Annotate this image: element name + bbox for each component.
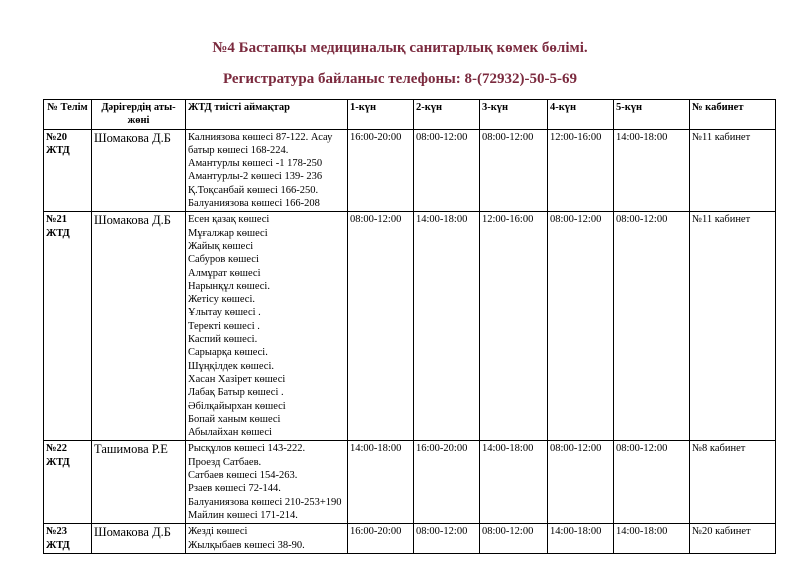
zone-item: Қ.Тоқсанбай көшесі 166-250. (188, 184, 319, 196)
col-header-day-4: 4-күн (548, 100, 614, 130)
day-1-cell: 14:00-18:00 (348, 441, 414, 524)
zone-item: Каспий көшесі. (188, 334, 258, 346)
doctor-cell: Шомакова Д.Б (92, 129, 186, 212)
day-5-cell: 14:00-18:00 (614, 524, 690, 554)
zone-item: Жезді көшесі (188, 526, 248, 538)
zone-item: Бопай ханым көшесі (188, 413, 281, 425)
telim-cell: №23 ЖТД (44, 524, 92, 554)
day-3-cell: 08:00-12:00 (480, 129, 548, 212)
col-header-day-5: 5-күн (614, 100, 690, 130)
telim-cell: №21 ЖТД (44, 212, 92, 441)
zone-item: Нарынқұл көшесі. (188, 280, 270, 292)
day-1-cell: 16:00-20:00 (348, 524, 414, 554)
zone-item: Сатбаев көшесі 154-263. (188, 470, 298, 482)
day-2-cell: 16:00-20:00 (414, 441, 480, 524)
zone-item: Әбілқайырхан көшесі (188, 400, 286, 412)
day-1-cell: 08:00-12:00 (348, 212, 414, 441)
zones-cell (186, 524, 348, 554)
col-header-day-3: 3-күн (480, 100, 548, 130)
day-5-cell: 14:00-18:00 (614, 129, 690, 212)
doctor-cell: Шомакова Д.Б (92, 524, 186, 554)
col-header-doctor: Дәрігердің аты-жөні (92, 100, 186, 130)
zone-item: Калниязова көшесі 87-122. Асау батыр көшесі 168-224. (188, 131, 333, 156)
day-2-cell: 08:00-12:00 (414, 129, 480, 212)
zone-item: Майлин көшесі 171-214. (188, 509, 298, 521)
table-row (44, 524, 776, 554)
col-header-day-2: 2-күн (414, 100, 480, 130)
day-5-cell: 08:00-12:00 (614, 212, 690, 441)
day-5-cell: 08:00-12:00 (614, 441, 690, 524)
day-1-cell: 16:00-20:00 (348, 129, 414, 212)
zone-item: Сабуров көшесі (188, 254, 259, 266)
zone-item: Балуаниязова көшесі 166-208 (188, 198, 320, 210)
table-row (44, 441, 776, 524)
zone-item: Амантурлы көшесі -1 178-250 (188, 158, 323, 170)
zones-cell (186, 441, 348, 524)
zone-item: Есен қазақ көшесі (188, 214, 270, 226)
cabinet-cell: №8 кабинет (690, 441, 776, 524)
zone-item: Лабақ Батыр көшесі . (188, 387, 284, 399)
doctor-cell: Ташимова Р.Е (92, 441, 186, 524)
zone-item: Ұлытау көшесі . (188, 307, 261, 319)
zone-item: Абылайхан көшесі (188, 427, 272, 439)
day-3-cell: 14:00-18:00 (480, 441, 548, 524)
page-title: №4 Бастапқы медициналық санитарлық көмек бөлімі. (212, 40, 588, 56)
zone-item: Жайық көшесі (188, 240, 254, 252)
table-row (44, 212, 776, 441)
zone-item: Теректі көшесі . (188, 320, 260, 332)
zone-item: Жылқыбаев көшесі 38-90. (188, 539, 305, 551)
zone-item: Проезд Сатбаев. (188, 456, 262, 468)
zones-cell (186, 129, 348, 212)
schedule-table (43, 99, 776, 554)
day-4-cell: 08:00-12:00 (548, 441, 614, 524)
header-row (44, 100, 776, 130)
zone-item: Рзаев көшесі 72-144. (188, 483, 281, 495)
day-2-cell: 08:00-12:00 (414, 524, 480, 554)
zone-item: Балуаниязова көшесі 210-253+190 (188, 496, 342, 508)
zone-item: Жетісу көшесі. (188, 294, 255, 306)
table-row (44, 129, 776, 212)
day-4-cell: 08:00-12:00 (548, 212, 614, 441)
zone-item: Амантурлы-2 көшесі 139- 236 (188, 171, 323, 183)
zone-item: Мұғалжар көшесі (188, 227, 268, 239)
doctor-cell: Шомакова Д.Б (92, 212, 186, 441)
zone-item: Хасан Хазірет көшесі (188, 373, 286, 385)
zone-item: Шұңқілдек көшесі. (188, 360, 275, 372)
col-header-day-1: 1-күн (348, 100, 414, 130)
day-3-cell: 08:00-12:00 (480, 524, 548, 554)
telim-cell: №20 ЖТД (44, 129, 92, 212)
zone-item: Рысқұлов көшесі 143-222. (188, 443, 306, 455)
day-3-cell: 12:00-16:00 (480, 212, 548, 441)
telim-cell: №22 ЖТД (44, 441, 92, 524)
registry-phone: Регистратура байланыс телефоны: 8-(72932)-50-5-69 (222, 71, 578, 87)
zone-item: Алмұрат көшесі (188, 267, 261, 279)
cabinet-cell: №11 кабинет (690, 129, 776, 212)
day-4-cell: 12:00-16:00 (548, 129, 614, 212)
day-2-cell: 14:00-18:00 (414, 212, 480, 441)
col-header-zones: ЖТД тиісті аймақтар (186, 100, 348, 130)
zone-item: Сарыарқа көшесі. (188, 347, 268, 359)
zones-cell (186, 212, 348, 441)
cabinet-cell: №20 кабинет (690, 524, 776, 554)
cabinet-cell: №11 кабинет (690, 212, 776, 441)
col-header-cabinet: № кабинет (690, 100, 776, 130)
day-4-cell: 14:00-18:00 (548, 524, 614, 554)
col-header-telim: № Телім (44, 100, 92, 130)
